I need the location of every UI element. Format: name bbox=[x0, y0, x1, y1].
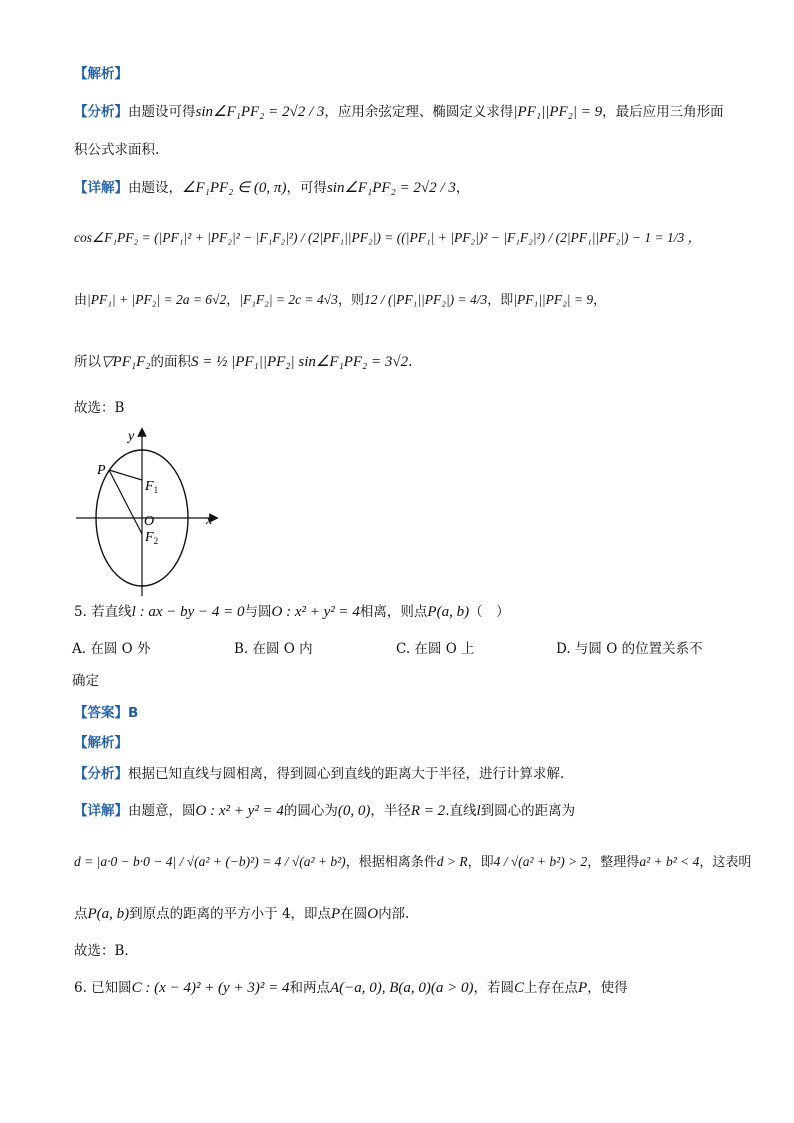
analysis-summary-q5: 【分析】根据已知直线与圆相离，得到圆心到直线的距离大于半径，进行计算求解. bbox=[74, 766, 565, 782]
segment-PF2 bbox=[109, 470, 142, 534]
option-d: D. 与圆 O 的位置关系不 bbox=[556, 641, 703, 657]
y-axis-label: y bbox=[128, 429, 135, 444]
conclusion-line: 点P(a, b)到原点的距离的平方小于 4，即点P在圆O内部. bbox=[74, 906, 410, 922]
cosine-formula-line: cos∠F₁PF₂ = (|PF₁|² + |PF₂|² − |F₁F₂|²) / (2|PF₁||PF₂|) = ((|PF₁| + |PF₂|)² − |F₁F₂|²) / (2|PF₁||PF₂|) − 1 = 1/3 ， bbox=[74, 230, 702, 245]
option-b: B. 在圆 O 内 bbox=[234, 641, 313, 657]
choice-result: 故选：B bbox=[74, 400, 125, 416]
analysis-summary-line-1: 【分析】由题设可得sin∠F₁PF₂ = 2√2 / 3，应用余弦定理、椭圆定义求得|PF₁||PF₂| = 9，最后应用三角形面 bbox=[74, 104, 724, 120]
detail-line-q5-1: 【详解】由题意，圆O : x² + y² = 4的圆心为(0, 0)，半径R = 2.直线l到圆心的距离为 bbox=[74, 803, 576, 819]
question-6-stem: 6. 已知圆C : (x − 4)² + (y + 3)² = 4和两点A(−a, 0), B(a, 0)(a > 0)，若圆C上存在点P，使得 bbox=[74, 980, 628, 996]
option-a: A. 在圆 O 外 bbox=[72, 641, 151, 657]
point-F2-label: $F_2$ bbox=[145, 530, 159, 546]
point-P-label: P bbox=[97, 463, 106, 478]
answer-line: 【答案】B bbox=[74, 705, 139, 721]
point-F1-label: $F_1$ bbox=[145, 479, 159, 495]
x-axis-label: x bbox=[206, 513, 213, 528]
section-tag-analysis-q5: 【解析】 bbox=[74, 735, 128, 751]
origin-O-label: O bbox=[144, 514, 155, 529]
detail-line-1: 【详解】由题设，∠F₁PF₂ ∈ (0, π)，可得sin∠F₁PF₂ = 2√2 / 3， bbox=[74, 180, 470, 196]
option-d-continued: 确定 bbox=[72, 673, 99, 689]
question-5-stem: 5. 若直线l : ax − by − 4 = 0与圆O : x² + y² = 4相离，则点P(a, b)（ ） bbox=[74, 604, 510, 620]
ellipse-figure bbox=[68, 424, 228, 600]
area-result-line: 所以▽PF₁F₂的面积S = ½ |PF₁||PF₂| sin∠F₁PF₂ = 3√2. bbox=[74, 354, 413, 370]
analysis-summary-line-2: 积公式求面积. bbox=[74, 142, 160, 158]
detail-line-derivation: 由|PF₁| + |PF₂| = 2a = 6√2，|F₁F₂| = 2c = 4√3，则12 / (|PF₁||PF₂|) = 4/3，即|PF₁||PF₂| = 9， bbox=[74, 292, 607, 308]
option-c: C. 在圆 O 上 bbox=[396, 641, 475, 657]
section-tag-analysis: 【解析】 bbox=[74, 66, 128, 82]
distance-formula-line: d = |a·0 − b·0 − 4| / √(a² + (−b)²) = 4 / √(a² + b²)，根据相离条件d > R，即4 / √(a² + b²) > 2，整理得a² + b² < 4，这表明 bbox=[74, 854, 752, 870]
choice-result-q5: 故选：B. bbox=[74, 943, 129, 959]
